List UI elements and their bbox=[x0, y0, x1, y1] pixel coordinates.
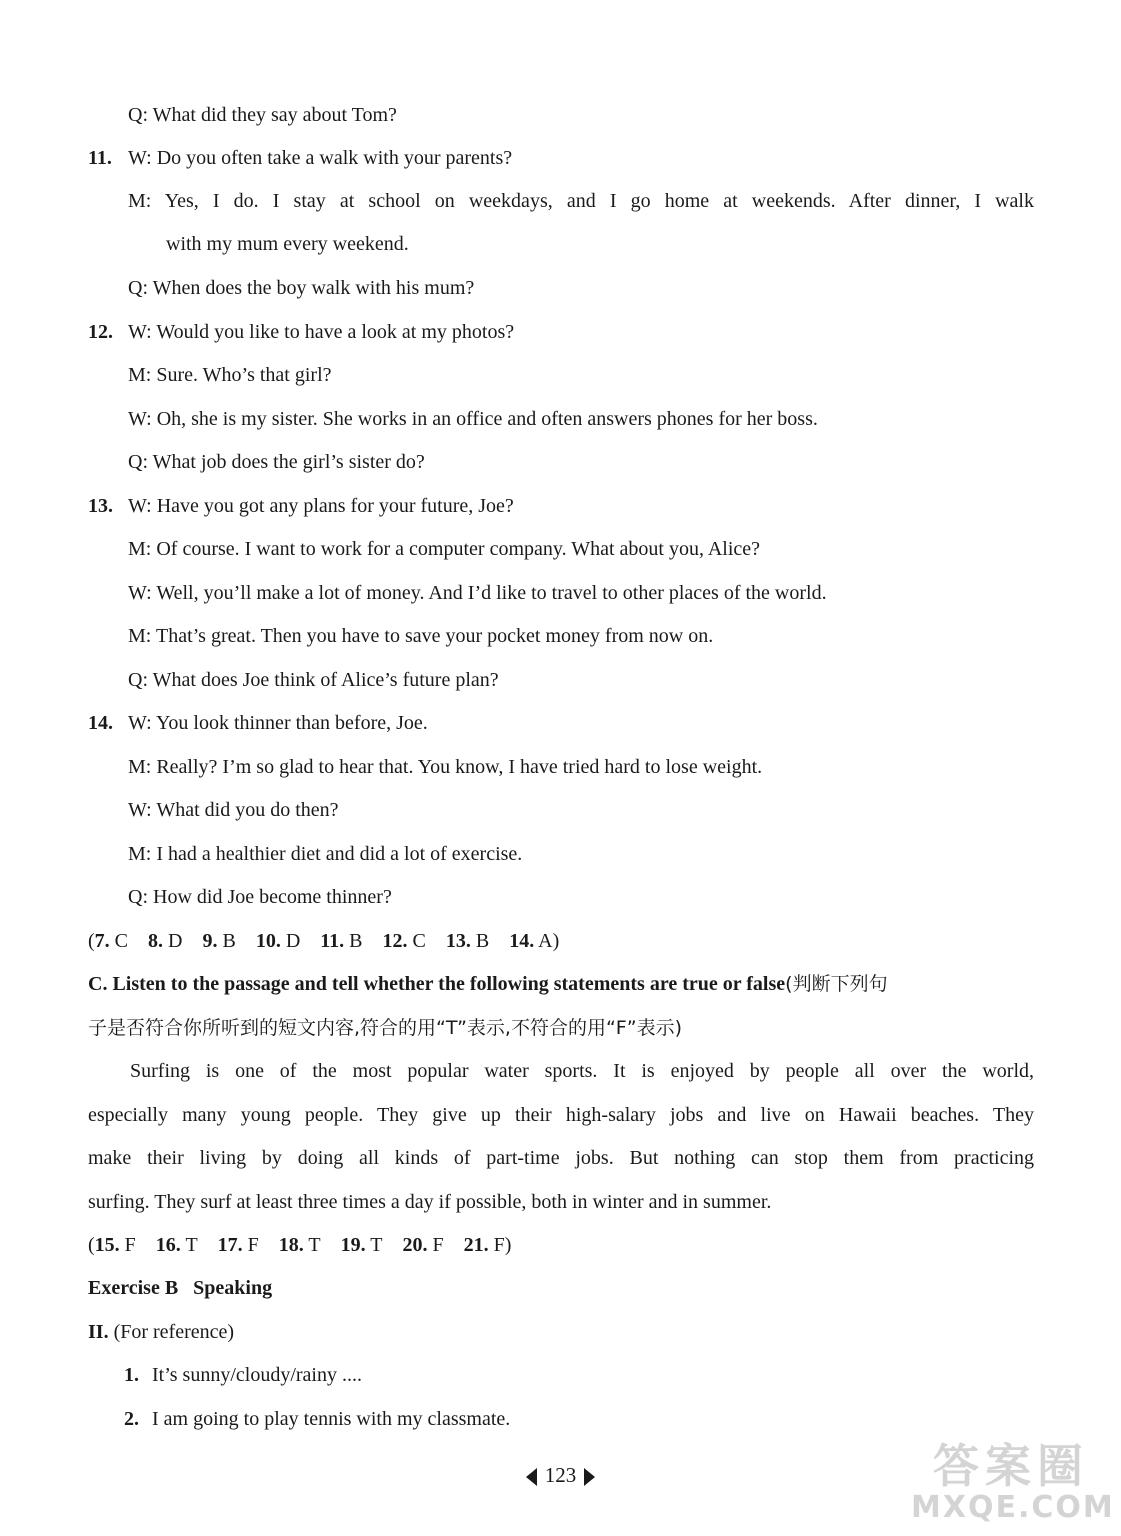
w14-line-b: W: What did you do then? bbox=[128, 799, 339, 821]
item-13-number: 13. bbox=[88, 495, 113, 517]
answer-key-12: 12. C bbox=[382, 930, 426, 952]
w13-line-a: W: Have you got any plans for your future, Joe? bbox=[128, 495, 514, 517]
item-14-number: 14. bbox=[88, 712, 113, 734]
triangle-right-icon bbox=[584, 1468, 595, 1486]
answer-key-9: 9. B bbox=[202, 930, 236, 952]
passage-line-2: especially many young people. They give up their high-salary jobs and live on Hawaii beaches. They bbox=[88, 1104, 1034, 1126]
answer-key-11: 11. B bbox=[320, 930, 363, 952]
section-c-instruction-b: 子是否符合你所听到的短文内容,符合的用“T”表示,不符合的用“F”表示) bbox=[88, 1017, 682, 1039]
w11-line: W: Do you often take a walk with your parents? bbox=[128, 147, 513, 169]
m11-line-b: with my mum every weekend. bbox=[166, 233, 409, 255]
ref-item-2-number: 2. bbox=[124, 1408, 139, 1430]
ref-item-1-number: 1. bbox=[124, 1364, 139, 1386]
w12-line-b: W: Oh, she is my sister. She works in an office and often answers phones for her boss. bbox=[128, 408, 818, 430]
q13-line: Q: What does Joe think of Alice’s future plan? bbox=[128, 669, 499, 691]
answers-a-row: (7. C 8. D 9. B 10. D 11. B 12. C 13. B 14. A) bbox=[88, 930, 560, 952]
triangle-left-icon bbox=[526, 1468, 537, 1486]
answer-key-14: 14. A bbox=[509, 930, 553, 952]
answer-key-13: 13. B bbox=[445, 930, 490, 952]
answer-key-17: 17. F bbox=[217, 1234, 259, 1256]
answers-c-row: (15. F 16. T 17. F 18. T 19. T 20. F 21. F) bbox=[88, 1234, 512, 1256]
w12-line-a: W: Would you like to have a look at my photos? bbox=[128, 321, 515, 343]
answer-key-15: 15. F bbox=[94, 1234, 136, 1256]
m11-line-a: M: Yes, I do. I stay at school on weekdays, and I go home at weekends. After dinner, I walk bbox=[128, 190, 1034, 212]
section-c-instruction-a: (判断下列句 bbox=[785, 973, 888, 995]
answer-key-16: 16. T bbox=[155, 1234, 198, 1256]
reference-heading: II. (For reference) bbox=[88, 1321, 235, 1343]
answer-key-21: 21. F bbox=[463, 1234, 505, 1256]
item-12-number: 12. bbox=[88, 321, 113, 343]
m14-line-a: M: Really? I’m so glad to hear that. You know, I have tried hard to lose weight. bbox=[128, 756, 763, 778]
answer-key-10: 10. D bbox=[255, 930, 301, 952]
answer-key-20: 20. F bbox=[402, 1234, 444, 1256]
passage-line-4: surfing. They surf at least three times a day if possible, both in winter and in summer. bbox=[88, 1191, 772, 1213]
m13-line-a: M: Of course. I want to work for a computer company. What about you, Alice? bbox=[128, 538, 761, 560]
exercise-b-heading: Exercise B Speaking bbox=[88, 1277, 273, 1299]
passage-line-3: make their living by doing all kinds of part-time jobs. But nothing can stop them from practicing bbox=[88, 1147, 1034, 1169]
watermark-logo bbox=[911, 1439, 1115, 1528]
m13-line-b: M: That’s great. Then you have to save your pocket money from now on. bbox=[128, 625, 714, 647]
section-c-heading: C. Listen to the passage and tell whether the following statements are true or false(判断下列句 bbox=[88, 973, 888, 995]
q10-line: Q: What did they say about Tom? bbox=[128, 104, 397, 126]
m14-line-b: M: I had a healthier diet and did a lot of exercise. bbox=[128, 843, 523, 865]
w14-line-a: W: You look thinner than before, Joe. bbox=[128, 712, 428, 734]
ref-item-2: I am going to play tennis with my classmate. bbox=[152, 1408, 511, 1430]
q12-line: Q: What job does the girl’s sister do? bbox=[128, 451, 425, 473]
answer-key-8: 8. D bbox=[148, 930, 183, 952]
q14-line: Q: How did Joe become thinner? bbox=[128, 886, 392, 908]
m12-line: M: Sure. Who’s that girl? bbox=[128, 364, 332, 386]
answer-key-7: 7. C bbox=[94, 930, 129, 952]
passage-line-1: Surfing is one of the most popular water sports. It is enjoyed by people all over the world, bbox=[130, 1060, 1034, 1082]
item-11-number: 11. bbox=[88, 147, 112, 169]
q11-line: Q: When does the boy walk with his mum? bbox=[128, 277, 475, 299]
answer-key-18: 18. T bbox=[278, 1234, 321, 1256]
w13-line-b: W: Well, you’ll make a lot of money. And I’d like to travel to other places of the world. bbox=[128, 582, 827, 604]
watermark-bottom: MXQE.COM bbox=[911, 1490, 1115, 1525]
page-number: 123 bbox=[544, 1463, 577, 1487]
answer-key-19: 19. T bbox=[340, 1234, 383, 1256]
ref-item-1: It’s sunny/cloudy/rainy .... bbox=[152, 1364, 362, 1386]
watermark-top: 答案圈 bbox=[933, 1439, 1089, 1493]
